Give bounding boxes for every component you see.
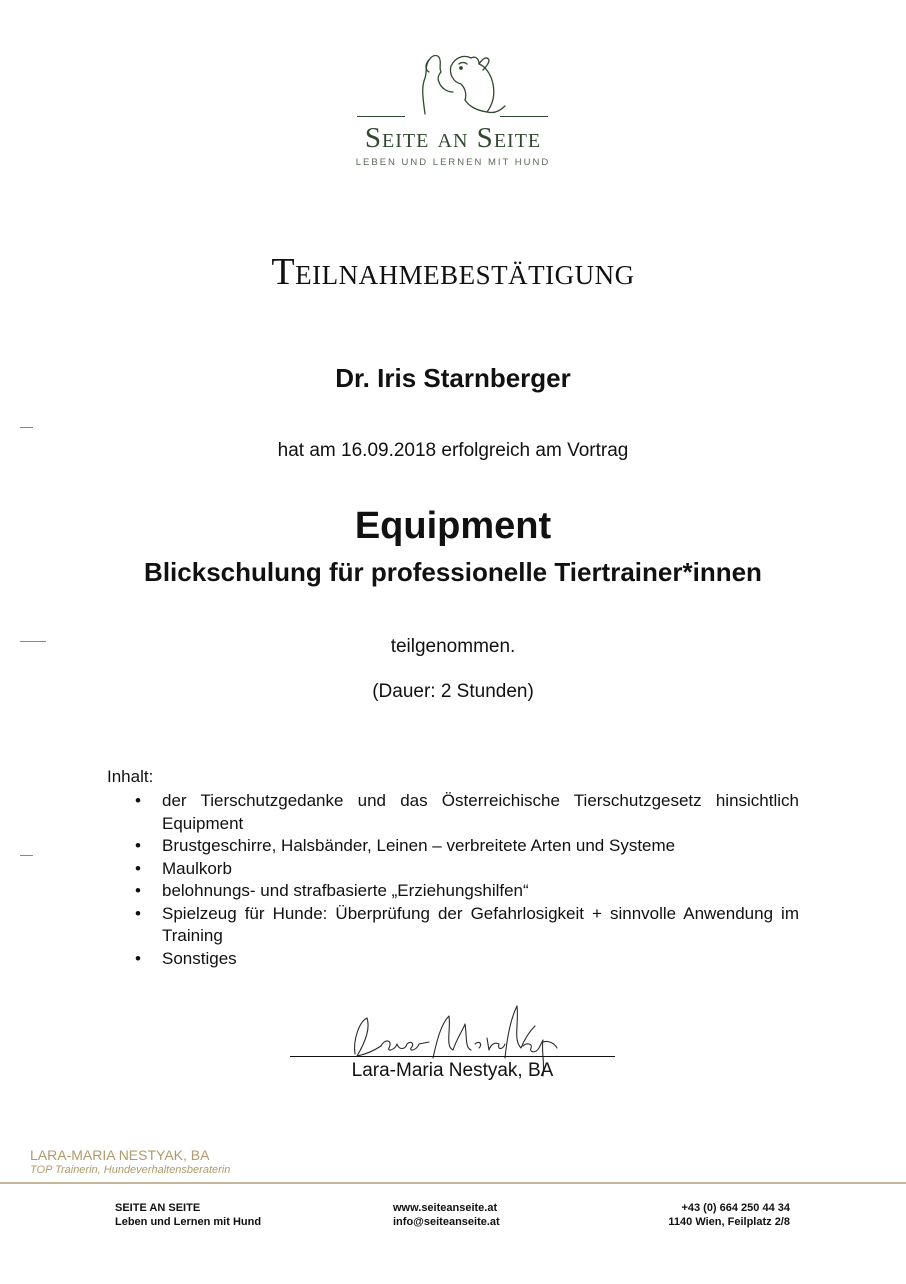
logo-rule-right: [500, 116, 548, 117]
document-title: Teilnahmebestätigung: [271, 251, 635, 293]
footer-company: [115, 1201, 261, 1229]
completion-text: teilgenommen.: [390, 636, 516, 657]
list-item-text: Brustgeschirre, Halsbänder, Leinen – verbreitete Arten und Systeme: [162, 836, 676, 855]
footer-web: [393, 1201, 500, 1229]
signature-line: [290, 1056, 615, 1057]
content-label: Inhalt:: [107, 767, 154, 786]
logo-tagline: LEBEN UND LERNEN MIT HUND: [355, 157, 551, 168]
footer-company-tagline: Leben und Lernen mit Hund: [115, 1216, 262, 1228]
list-item: [107, 858, 799, 881]
bullet-icon: •: [135, 858, 141, 878]
footer-address: 1140 Wien, Feilplatz 2/8: [668, 1216, 790, 1228]
bullet-icon: •: [135, 836, 141, 855]
intro-text: hat am 16.09.2018 erfolgreich am Vortrag: [277, 440, 629, 461]
trainer-title: TOP Trainerin, Hundeverhaltensberaterin: [30, 1164, 231, 1176]
footer-phone: +43 (0) 664 250 44 34: [681, 1202, 790, 1214]
margin-mark: [20, 427, 33, 428]
footer-website-link[interactable]: www.seiteanseite.at: [393, 1202, 498, 1214]
bullet-icon: •: [135, 948, 141, 968]
bullet-icon: •: [135, 903, 141, 923]
list-item-text: belohnungs- und strafbasierte „Erziehungshilfen“: [162, 881, 529, 900]
footer-contact: [590, 1201, 790, 1229]
bullet-icon: •: [135, 881, 141, 900]
list-item: [107, 790, 799, 835]
course-subtitle: Blickschulung für professionelle Tiertrainer*innen: [144, 557, 762, 587]
content-list: [107, 790, 799, 970]
bullet-icon: •: [135, 791, 141, 810]
participant-name: Dr. Iris Starnberger: [335, 363, 571, 393]
margin-mark: [20, 855, 33, 856]
list-item-text: der Tierschutzgedanke und das Österreichische Tierschutzgesetz hinsichtlich Equipment: [162, 791, 799, 833]
duration-text: (Dauer: 2 Stunden): [372, 681, 534, 702]
footer-email-link[interactable]: info@seiteanseite.at: [393, 1216, 500, 1228]
list-item: [107, 948, 799, 971]
list-item-text: Spielzeug für Hunde: Überprüfung der Gefahrlosigkeit + sinnvolle Anwendung im Training: [162, 903, 799, 945]
dog-and-person-logo-icon: [395, 48, 515, 118]
footer-divider: [0, 1182, 906, 1184]
list-item: [107, 903, 799, 948]
list-item-text: Maulkorb: [162, 858, 232, 878]
list-item: [107, 880, 799, 903]
logo-wordmark: Seite an Seite: [364, 122, 542, 154]
list-item: [107, 835, 799, 858]
trainer-name: LARA-MARIA NESTYAK, BA: [30, 1147, 210, 1163]
logo-rule-left: [357, 116, 405, 117]
course-title: Equipment: [354, 505, 552, 547]
list-item-text: Sonstiges: [162, 948, 237, 968]
signatory-name: Lara-Maria Nestyak, BA: [351, 1060, 554, 1081]
footer-company-name: SEITE AN SEITE: [115, 1202, 201, 1214]
